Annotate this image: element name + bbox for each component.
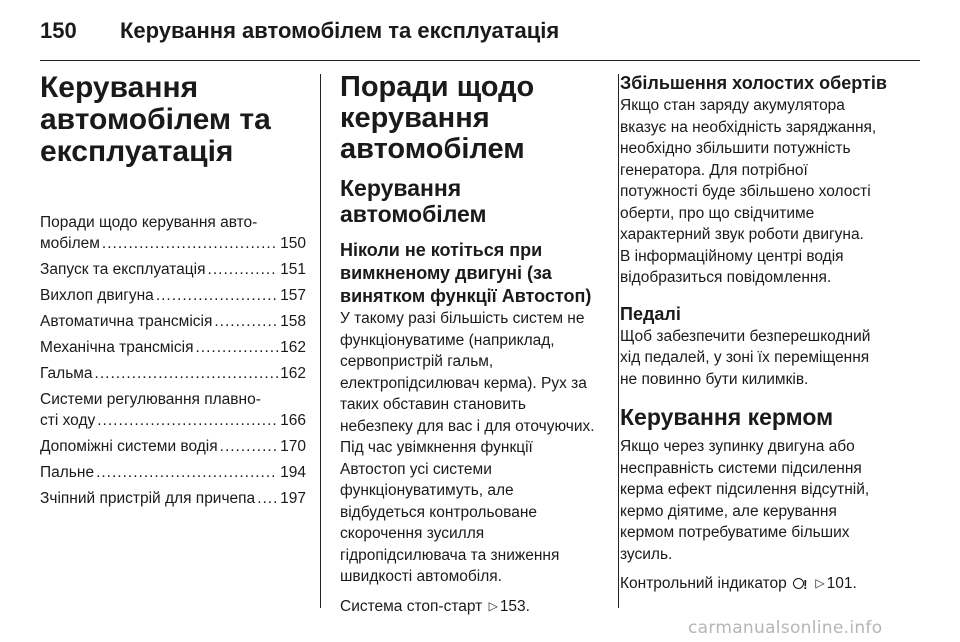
page-header [40, 18, 920, 48]
toc-entry[interactable]: Вихлоп двигуна ..... 157 [40, 285, 306, 306]
section-column [340, 72, 604, 617]
page-number: 150 [40, 18, 77, 43]
running-title: Керування автомобілем та експлуатація [120, 18, 560, 43]
watermark: carmanualsonline.info [688, 618, 883, 638]
toc-entry[interactable]: Гальма ..... 162 [40, 363, 306, 384]
topic-heading: Ніколи не котіться при вимкненому двигуні (за винятком функції Автостоп) [340, 240, 592, 306]
column-divider-left [320, 74, 321, 608]
toc-page: 170 [280, 438, 306, 455]
column-divider-right [618, 74, 619, 608]
idle-speed-body: Якщо стан заряду акумулятора вказує на необхідність заряджання, необхідно збільшити потужність генератора. Для потрібної потужності буде збільшено холості оберти, про що свідчитиме характерний звук роботи двигуна. В інформаційному центрі водія відобразиться повідомлення. [620, 97, 877, 286]
table-of-contents [40, 212, 306, 509]
pedals-heading: Педалі [620, 303, 681, 324]
steering-body: Якщо через зупинку двигуна або несправність системи підсилення керма ефект підсилення відсутній, кермо діятиме, але керування кермом потребуватиме більших зусиль. [620, 438, 870, 563]
reference-arrow-icon: ▷ [815, 576, 825, 590]
toc-entry[interactable]: Поради щодо керування авто- мобілем ..... 150 [40, 212, 306, 254]
reference-page: 153. [499, 597, 530, 615]
toc-page: 158 [280, 313, 306, 330]
toc-page: 194 [280, 464, 306, 481]
header-divider [40, 60, 920, 61]
toc-page: 151 [280, 261, 306, 278]
toc-entry[interactable]: Механічна трансмісія ..... 162 [40, 337, 306, 358]
toc-entry[interactable]: Автоматична трансмісія ..... 158 [40, 311, 306, 332]
section-title: Поради щодо керування автомобілем [340, 71, 535, 165]
reference-arrow-icon: ▷ [488, 598, 498, 613]
toc-entry[interactable]: Системи регулювання плавно- сті ходу ..... 166 [40, 389, 306, 431]
toc-entry[interactable]: Запуск та експлуатація ..... 151 [40, 259, 306, 280]
toc-page: 150 [280, 235, 306, 252]
steering-warning-icon [793, 577, 807, 589]
topic-body: У такому разі більшість систем не функціонуватиме (наприклад, сервопристрій гальм, електропідсилювач керма). Рух за таких обставин становить небезпеку для вас і для оточуючих. Під час увімкнення функції Автостоп усі системи функціонуватимуть, але відбудеться контрольоване скорочення зусилля гідропідсилювача та зниження швидкості автомобіля. [340, 310, 595, 585]
chapter-title: Керування автомобілем та експлуатація [40, 71, 271, 168]
section-subtitle: Керування автомобілем [340, 175, 487, 227]
right-column [620, 72, 920, 595]
toc-entry[interactable]: Зчіпний пристрій для причепа ..... 197 [40, 488, 306, 509]
chapter-column [40, 72, 306, 514]
pedals-body: Щоб забезпечити безперешкодний хід педалей, у зоні їх переміщення не повинно бути килимків. [620, 327, 871, 388]
cross-reference[interactable]: Система стоп-старт ▷ 153. [340, 596, 604, 618]
reference-page: 101. [826, 575, 857, 592]
toc-entry[interactable]: Пальне ..... 194 [40, 462, 306, 483]
toc-entry[interactable]: Допоміжні системи водія ..... 170 [40, 436, 306, 457]
toc-page: 166 [280, 412, 306, 429]
steering-heading: Керування кермом [620, 404, 834, 430]
toc-page: 197 [280, 490, 306, 507]
toc-page: 162 [280, 339, 306, 356]
toc-page: 162 [280, 365, 306, 382]
toc-page: 157 [280, 287, 306, 304]
indicator-reference[interactable]: Контрольний індикатор ! ▷ 101. [620, 573, 920, 595]
idle-speed-heading: Збільшення холостих обертів [620, 73, 887, 93]
